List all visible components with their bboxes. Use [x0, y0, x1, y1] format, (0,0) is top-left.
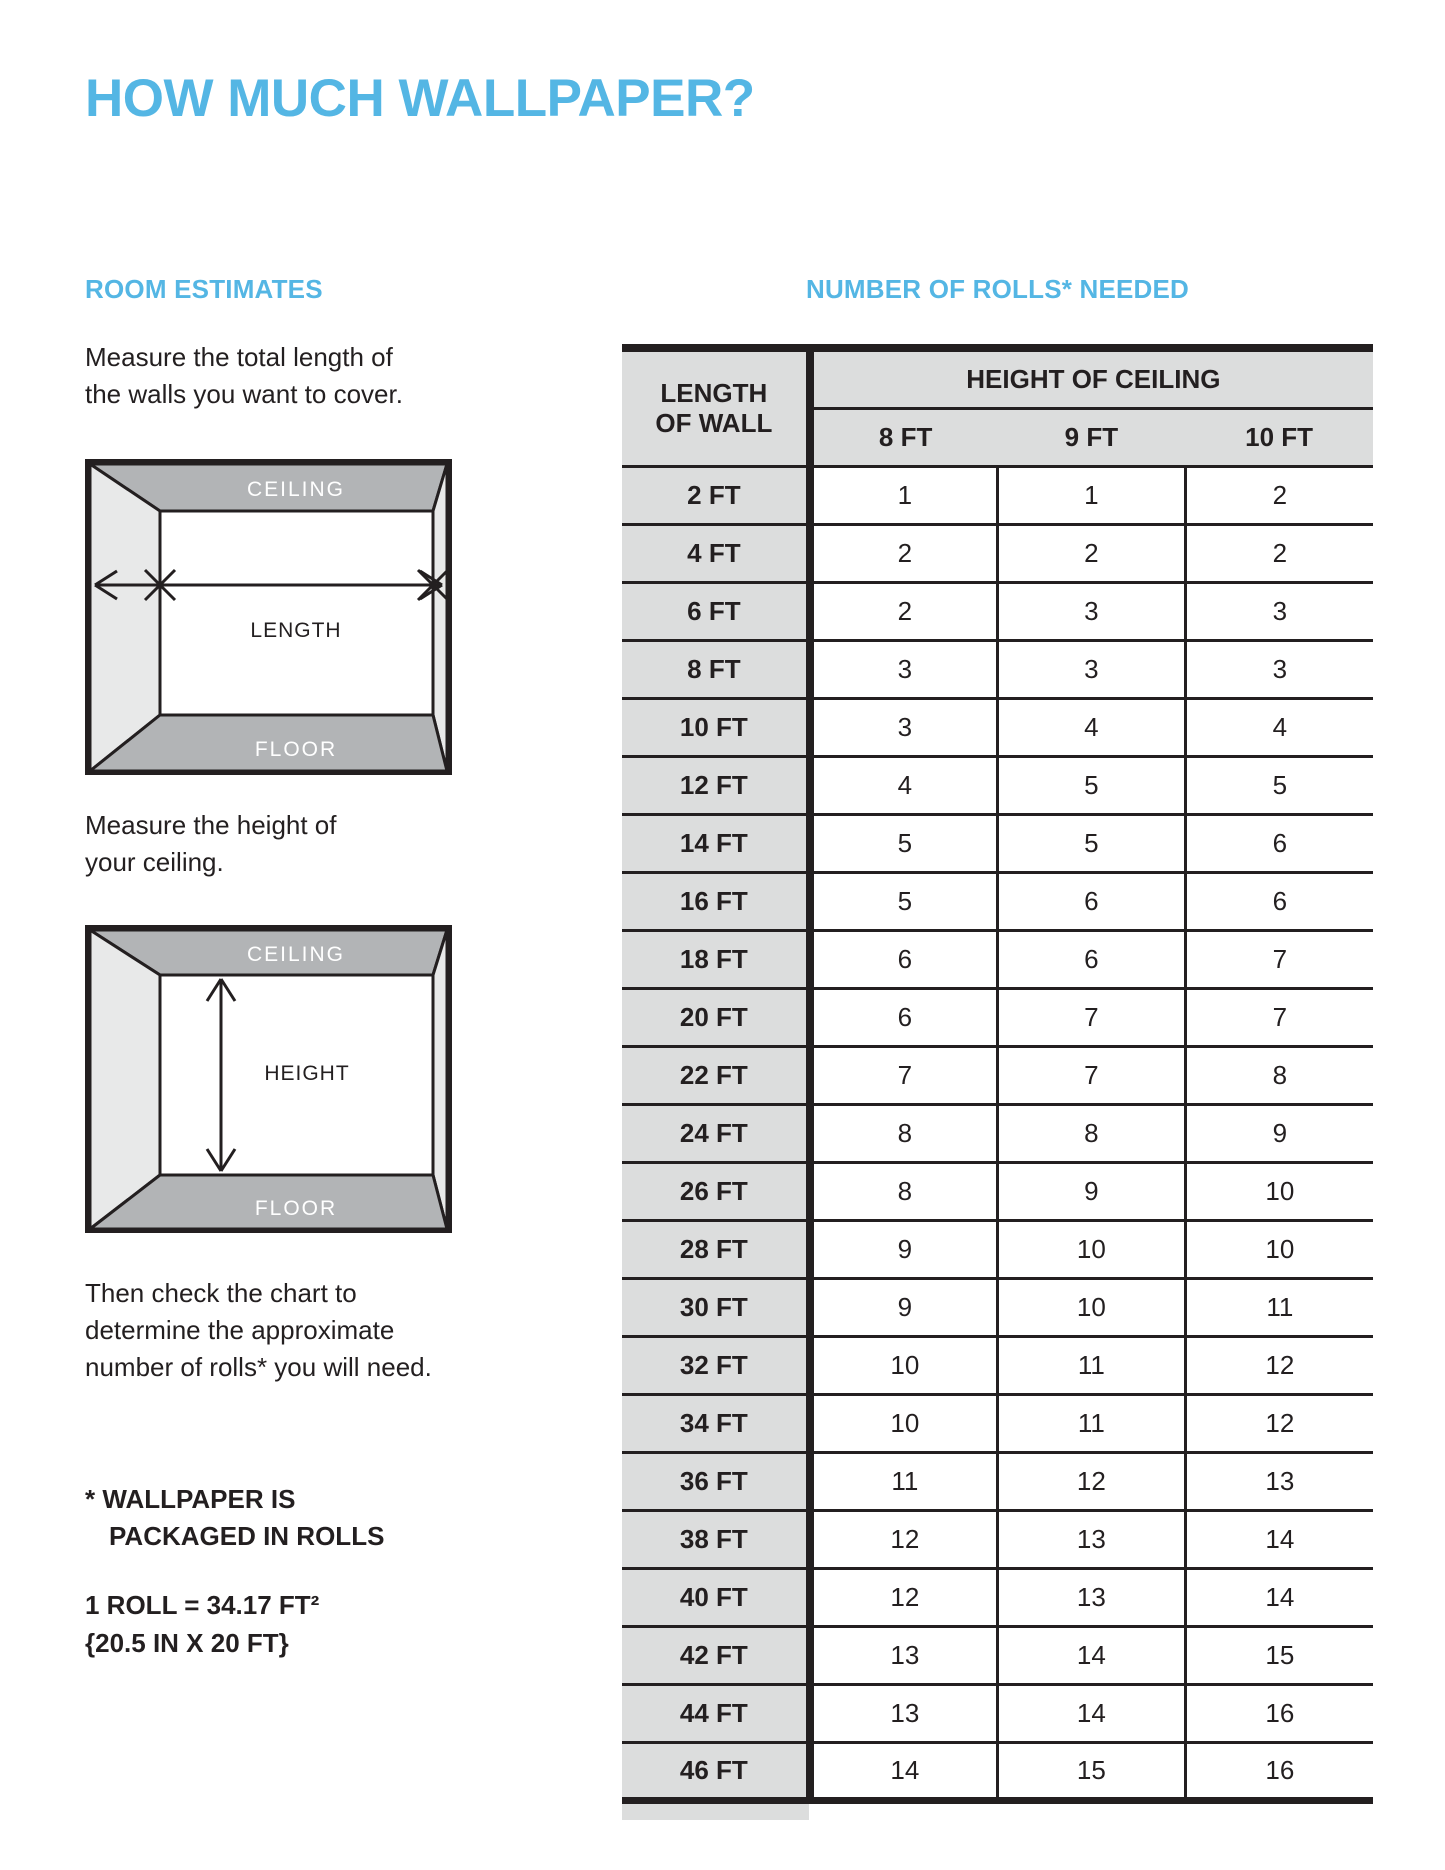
rolls-count-cell: 16: [1185, 1684, 1373, 1742]
rolls-count-cell: 8: [998, 1104, 1186, 1162]
floor-label: FLOOR: [254, 738, 338, 761]
rolls-count-cell: 4: [810, 756, 998, 814]
wall-length-cell: 38 FT: [622, 1510, 810, 1568]
footnote-line: * WALLPAPER IS: [85, 1484, 296, 1514]
footnote-line: PACKAGED IN ROLLS: [109, 1521, 385, 1551]
table-row: [622, 466, 1373, 524]
rolls-count-cell: 10: [1185, 1220, 1373, 1278]
rolls-needed-table: [622, 344, 1373, 1804]
height-of-ceiling-header: HEIGHT OF CEILING: [810, 348, 1373, 408]
wall-length-cell: 10 FT: [622, 698, 810, 756]
roll-size-info: [85, 1586, 319, 1662]
rolls-count-cell: 2: [1185, 466, 1373, 524]
length-column-tab: [622, 1804, 809, 1820]
rolls-count-cell: 6: [1185, 814, 1373, 872]
rolls-count-cell: 13: [1185, 1452, 1373, 1510]
rolls-count-cell: 10: [810, 1394, 998, 1452]
rolls-count-cell: 6: [810, 930, 998, 988]
rolls-count-cell: 4: [1185, 698, 1373, 756]
rolls-table-container: [622, 344, 1373, 1820]
wall-length-cell: 4 FT: [622, 524, 810, 582]
rolls-count-cell: 11: [998, 1394, 1186, 1452]
rolls-count-cell: 7: [1185, 988, 1373, 1046]
wall-length-cell: 16 FT: [622, 872, 810, 930]
rolls-count-cell: 6: [998, 930, 1186, 988]
ceiling-label: CEILING: [246, 943, 346, 966]
rolls-count-cell: 5: [810, 814, 998, 872]
table-row: [622, 1742, 1373, 1800]
wall-length-cell: 6 FT: [622, 582, 810, 640]
rolls-count-cell: 3: [998, 640, 1186, 698]
rolls-count-cell: 11: [1185, 1278, 1373, 1336]
rolls-count-cell: 5: [810, 872, 998, 930]
rolls-count-cell: 14: [998, 1626, 1186, 1684]
rolls-count-cell: 5: [1185, 756, 1373, 814]
rolls-count-cell: 3: [810, 698, 998, 756]
height-room-diagram: [85, 925, 452, 1238]
rolls-count-cell: 2: [810, 524, 998, 582]
rolls-count-cell: 4: [998, 698, 1186, 756]
rolls-count-cell: 6: [998, 872, 1186, 930]
length-of-wall-header-line: OF WALL: [655, 408, 773, 439]
rolls-count-cell: 14: [810, 1742, 998, 1800]
rolls-count-cell: 12: [1185, 1394, 1373, 1452]
table-row: [622, 1568, 1373, 1626]
rolls-count-cell: 3: [1185, 582, 1373, 640]
rolls-count-cell: 11: [810, 1452, 998, 1510]
wall-length-cell: 42 FT: [622, 1626, 810, 1684]
rolls-count-cell: 12: [1185, 1336, 1373, 1394]
step2-line: your ceiling.: [85, 847, 224, 877]
col-header-9ft: 9 FT: [998, 408, 1186, 466]
table-row: [622, 1394, 1373, 1452]
rolls-count-cell: 1: [998, 466, 1186, 524]
table-row: [622, 930, 1373, 988]
table-row: [622, 698, 1373, 756]
step2-instruction: [85, 807, 337, 881]
length-room-diagram: [85, 459, 452, 780]
wall-length-cell: 20 FT: [622, 988, 810, 1046]
rolls-count-cell: 14: [998, 1684, 1186, 1742]
room-estimates-heading: ROOM ESTIMATES: [85, 274, 323, 304]
table-row: [622, 1220, 1373, 1278]
wall-length-cell: 30 FT: [622, 1278, 810, 1336]
rolls-count-cell: 3: [1185, 640, 1373, 698]
wall-length-cell: 36 FT: [622, 1452, 810, 1510]
rolls-count-cell: 3: [810, 640, 998, 698]
page-title: HOW MUCH WALLPAPER?: [85, 69, 755, 128]
rolls-count-cell: 2: [810, 582, 998, 640]
table-row: [622, 1626, 1373, 1684]
step3-line: Then check the chart to: [85, 1278, 357, 1308]
wall-length-cell: 28 FT: [622, 1220, 810, 1278]
table-row: [622, 582, 1373, 640]
wall-length-cell: 40 FT: [622, 1568, 810, 1626]
height-label: HEIGHT: [264, 1062, 350, 1085]
table-row: [622, 814, 1373, 872]
table-row: [622, 1336, 1373, 1394]
table-row: [622, 1104, 1373, 1162]
wall-length-cell: 44 FT: [622, 1684, 810, 1742]
table-row: [622, 872, 1373, 930]
rolls-count-cell: 9: [810, 1278, 998, 1336]
rolls-count-cell: 14: [1185, 1510, 1373, 1568]
wall-length-cell: 32 FT: [622, 1336, 810, 1394]
rolls-count-cell: 8: [1185, 1046, 1373, 1104]
rolls-count-cell: 6: [810, 988, 998, 1046]
rolls-count-cell: 13: [810, 1626, 998, 1684]
step1-line: the walls you want to cover.: [85, 379, 403, 409]
header-row-group: [622, 348, 1373, 408]
rolls-count-cell: 10: [998, 1220, 1186, 1278]
rolls-count-cell: 13: [810, 1684, 998, 1742]
step3-line: determine the approximate: [85, 1315, 395, 1345]
rolls-table-header: [622, 348, 1373, 466]
rolls-count-cell: 11: [998, 1336, 1186, 1394]
wall-length-cell: 34 FT: [622, 1394, 810, 1452]
rolls-count-cell: 14: [1185, 1568, 1373, 1626]
rolls-count-cell: 1: [810, 466, 998, 524]
length-of-wall-header-line: LENGTH: [660, 378, 768, 409]
wall-length-cell: 22 FT: [622, 1046, 810, 1104]
wall-length-cell: 46 FT: [622, 1742, 810, 1800]
table-row: [622, 1278, 1373, 1336]
wall-length-cell: 18 FT: [622, 930, 810, 988]
rolls-count-cell: 8: [810, 1162, 998, 1220]
rolls-count-cell: 7: [1185, 930, 1373, 988]
step1-line: Measure the total length of: [85, 342, 393, 372]
rolls-count-cell: 8: [810, 1104, 998, 1162]
rolls-count-cell: 5: [998, 814, 1186, 872]
wall-length-cell: 8 FT: [622, 640, 810, 698]
wall-length-cell: 12 FT: [622, 756, 810, 814]
rolls-count-cell: 13: [998, 1568, 1186, 1626]
table-row: [622, 1452, 1373, 1510]
step3-instruction: [85, 1275, 432, 1386]
rolls-count-cell: 12: [810, 1568, 998, 1626]
length-of-wall-header: [622, 348, 810, 466]
wall-length-cell: 2 FT: [622, 466, 810, 524]
rolls-needed-heading: NUMBER OF ROLLS* NEEDED: [805, 274, 1190, 304]
table-row: [622, 1510, 1373, 1568]
rolls-count-cell: 7: [998, 988, 1186, 1046]
table-row: [622, 1684, 1373, 1742]
wall-length-cell: 24 FT: [622, 1104, 810, 1162]
rolls-count-cell: 13: [998, 1510, 1186, 1568]
rolls-count-cell: 12: [810, 1510, 998, 1568]
table-row: [622, 756, 1373, 814]
back-wall-surface: [160, 511, 433, 715]
rolls-count-cell: 15: [1185, 1626, 1373, 1684]
rolls-footnote: [85, 1481, 384, 1555]
rolls-count-cell: 7: [810, 1046, 998, 1104]
rolls-count-cell: 15: [998, 1742, 1186, 1800]
floor-label: FLOOR: [254, 1197, 338, 1220]
step3-line: number of rolls* you will need.: [85, 1352, 432, 1382]
rolls-count-cell: 7: [998, 1046, 1186, 1104]
wall-length-cell: 26 FT: [622, 1162, 810, 1220]
wall-length-cell: 14 FT: [622, 814, 810, 872]
ceiling-label: CEILING: [246, 478, 346, 501]
rolls-count-cell: 16: [1185, 1742, 1373, 1800]
table-row: [622, 1162, 1373, 1220]
step1-instruction: [85, 339, 403, 413]
rolls-count-cell: 5: [998, 756, 1186, 814]
rolls-count-cell: 12: [998, 1452, 1186, 1510]
table-row: [622, 1046, 1373, 1104]
rolls-count-cell: 3: [998, 582, 1186, 640]
length-room-illustration: [85, 459, 452, 775]
table-row: [622, 988, 1373, 1046]
table-row: [622, 640, 1373, 698]
roll-dimensions-line: {20.5 IN X 20 FT}: [85, 1628, 289, 1658]
rolls-count-cell: 10: [998, 1278, 1186, 1336]
col-header-8ft: 8 FT: [810, 408, 998, 466]
rolls-count-cell: 9: [998, 1162, 1186, 1220]
rolls-count-cell: 9: [1185, 1104, 1373, 1162]
rolls-table-body: [622, 466, 1373, 1800]
rolls-count-cell: 2: [998, 524, 1186, 582]
rolls-count-cell: 9: [810, 1220, 998, 1278]
length-label: LENGTH: [250, 619, 342, 642]
roll-area-line: 1 ROLL = 34.17 FT²: [85, 1590, 320, 1620]
rolls-count-cell: 10: [810, 1336, 998, 1394]
rolls-count-cell: 6: [1185, 872, 1373, 930]
rolls-count-cell: 2: [1185, 524, 1373, 582]
rolls-count-cell: 10: [1185, 1162, 1373, 1220]
height-room-illustration: [85, 925, 452, 1233]
col-header-10ft: 10 FT: [1185, 408, 1373, 466]
table-row: [622, 524, 1373, 582]
step2-line: Measure the height of: [85, 810, 337, 840]
